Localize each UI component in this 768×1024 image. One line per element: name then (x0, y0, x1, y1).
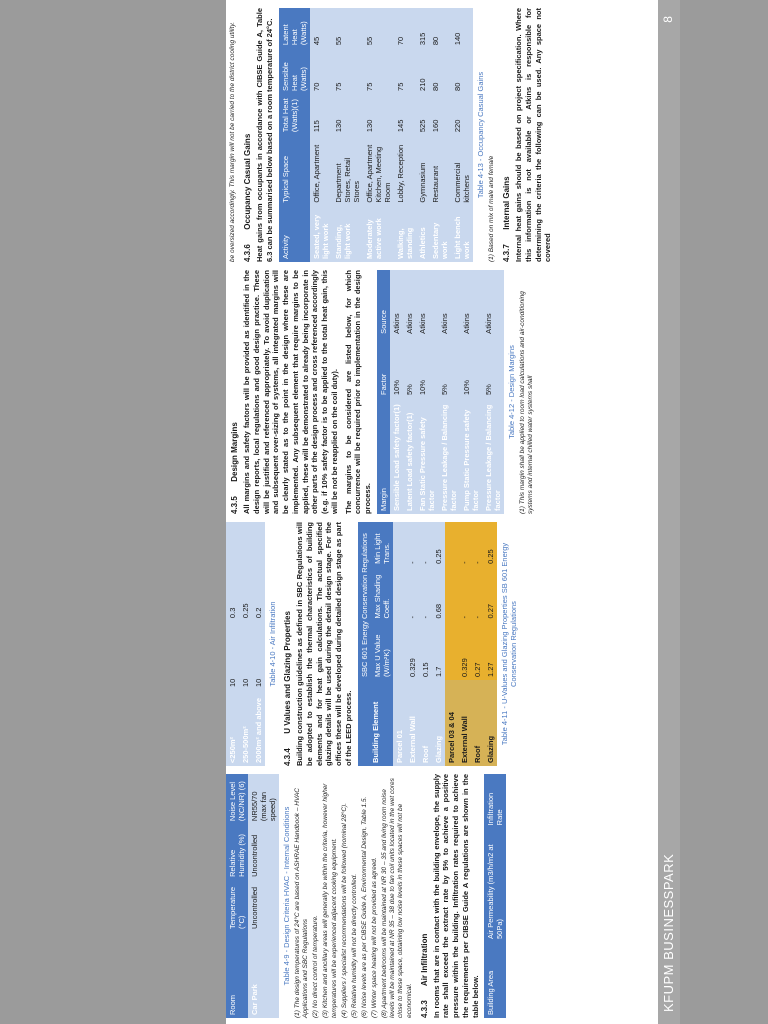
table-cell: 210 (416, 48, 429, 94)
table-cell: Sensible Load safety factor(1) (390, 398, 403, 514)
continued-note: be oversized accordingly. This margin will not be carried to the district cooling utility. (229, 21, 236, 262)
table-4-13 (279, 8, 473, 262)
table-cell: 75 (363, 48, 394, 94)
section-number: 4.3.7 (502, 244, 512, 262)
table-caption: Table 4-10 - Air Infiltration (268, 601, 277, 687)
table-cell: 145 (394, 94, 416, 135)
paragraph: The margins to be considered are listed below, for which concurrence will be required prior to implementation in the design process. (343, 270, 372, 514)
table-cell: Atkins (438, 270, 460, 337)
table-header-cell: Noise Level (NC/NR) (6) (226, 774, 248, 824)
table-cell: Sedentary work (429, 206, 451, 262)
table-cell: - (471, 567, 484, 622)
table-cell: 525 (416, 94, 429, 135)
table-cell: 2000m² and above (252, 690, 265, 766)
table-cell: 5% (482, 337, 504, 398)
table-header-cell: Room (226, 932, 248, 1018)
table-cell: Seated, very light work (310, 206, 332, 262)
table-4-11 (358, 522, 497, 766)
table-cell: Moderately active work (363, 206, 394, 262)
table-cell: 10 (239, 621, 252, 690)
table-caption: Table 4-11 - U-Values and Glazing Properties SB 601 Energy Conservation Regulations (499, 542, 518, 746)
table-note: (1) The design temperatures of 24°C are based on ASHRAE Handbook – HVAC Applications and SBC Regulations (294, 788, 310, 1018)
table-cell: Uncontrolled (248, 824, 279, 880)
column-3 (226, 270, 537, 514)
table-cell: 315 (416, 8, 429, 48)
table-cell: 0.25 (484, 522, 497, 567)
table-cell: 80 (451, 48, 473, 94)
table-cell: 220 (451, 94, 473, 135)
table-header-cell: Building Element (358, 680, 393, 766)
table-cell: Atkins (390, 270, 403, 337)
table-cell: Athletics (416, 206, 429, 262)
table-cell: - (458, 522, 471, 567)
table-cell: 45 (310, 8, 332, 48)
section-title: Occupancy Casual Gains (243, 133, 253, 230)
table-cell: 5% (438, 337, 460, 398)
table-4-12 (377, 270, 504, 514)
table-cell: 0.27 (471, 622, 484, 680)
table-cell: Gymnasium (416, 135, 429, 206)
table-cell: 10% (416, 337, 438, 398)
table-cell: 55 (363, 8, 394, 48)
section-number: 4.3.5 (230, 496, 239, 514)
table-cell: Pump Static Pressure safety factor (460, 398, 482, 514)
paragraph: All margins and safety factors will be provided as identified in the design reports, local regulations and good design practice. These will be justified and referenced appropriately. To avoid duplication and subsequent over-sizing of systems, all integrated margins will be clearly stated as to the point in the design where these are implemented. Any subsequent element that require margins to be applied, these will be demonstrated to already being incorporate in other parts of the design process and cross referenced accordingly (e.g. if 10% safety factor is to be applied to the total heat gain, this will be not be reapplied on the coil duty). (242, 270, 339, 514)
table-4-9 (226, 774, 279, 1018)
table-cell: Atkins (460, 270, 482, 337)
table-header-cell: Max U Value (W/m²K) (371, 622, 393, 680)
table-cell: 250-500m² (239, 690, 252, 766)
table-cell: Roof (419, 680, 432, 766)
table-cell: Lobby, Reception (394, 135, 416, 206)
table-cell: Office, Apartment Kitchen, Meeting Room (363, 135, 394, 206)
table-cell: Parcel 03 & 04 (445, 680, 458, 766)
table-cell: External Wall (406, 680, 419, 766)
table-cell: 80 (429, 8, 451, 48)
table-cell: Commercial kitchens (451, 135, 473, 206)
table-header-cell: Total Heat (Watts)(1) (279, 94, 310, 135)
table-cell: Roof (471, 680, 484, 766)
table-header-cell: Margin (377, 398, 390, 514)
table-cell: Car Park (248, 932, 279, 1018)
table-cell: - (471, 522, 484, 567)
table-cell: Walking, standing (394, 206, 416, 262)
table-header-cell: Source (377, 270, 390, 337)
table-note: (2) No direct control of temperature. (312, 915, 320, 1018)
section-number: 4.3.6 (243, 244, 253, 262)
table-cell: 0.25 (239, 522, 252, 621)
table-note: (1) Based on mix of male and female (487, 155, 495, 262)
section-heading (230, 270, 239, 514)
table-cell: Latent Load safety factor(1) (403, 398, 416, 514)
table-cell: 70 (394, 8, 416, 48)
table-header-cell: Relative Humidity (%) (226, 824, 248, 880)
table-cell: 10 (226, 621, 239, 690)
column-1 (226, 774, 506, 1018)
section-heading (420, 774, 429, 1018)
table-note: (7) Winter space heating will not be provided as agreed. (371, 857, 378, 1018)
table-cell: Pressure Leakage / Balancing factor (482, 398, 504, 514)
table-header-cell: Max Shading Coeff. (371, 567, 393, 622)
table-header-cell: Activity (279, 206, 310, 262)
table-cell: - (406, 567, 419, 622)
table-cell: - (419, 567, 432, 622)
table-header-cell: Typical Space (279, 135, 310, 206)
table-cell: - (406, 522, 419, 567)
table-cell: 130 (363, 94, 394, 135)
table-cell: Restaurant (429, 135, 451, 206)
page-number: 8 (661, 16, 675, 23)
table-cell: NR55/70 (max fan speed) (248, 774, 279, 824)
table-4-10-body (226, 522, 265, 766)
table-cell: Standing, light work (332, 206, 363, 262)
paragraph: Internal heat gains should be based on project specification. Where this information is not available or Atkins is responsible for determining the criteria the following can be used. Any space not covered (514, 8, 553, 262)
table-cell: External Wall (458, 680, 471, 766)
table-cell: Glazing (484, 680, 497, 766)
table-caption: Table 4-13 - Occupancy Casual Gains (475, 71, 485, 199)
table-cell: Atkins (403, 270, 416, 337)
table-cell: 0.3 (226, 522, 239, 621)
table-header-cell: Sensible Heat (Watts) (279, 48, 310, 94)
section-title: U Values and Glazing Properties (283, 611, 292, 734)
table-4-10 (484, 774, 506, 1018)
table-cell: <250m² (226, 690, 239, 766)
table-cell: 5% (403, 337, 416, 398)
table-note: (3) Kitchen and ancillary areas will generally be within the criteria, however higher temperatures will be experienced adjacent cooking equipment. (322, 783, 338, 1018)
section-title: Internal Gains (502, 176, 512, 230)
table-cell: Fan Static Pressure safety factor (416, 398, 438, 514)
table-cell: 75 (332, 48, 363, 94)
table-cell: Office, Apartment (310, 135, 332, 206)
section-title: Design Margins (230, 422, 239, 482)
section-heading (502, 8, 511, 262)
table-cell: 0.329 (458, 622, 471, 680)
table-cell: 75 (394, 48, 416, 94)
table-cell: 0.15 (419, 622, 432, 680)
section-heading (243, 8, 252, 262)
table-cell: Light bench work (451, 206, 473, 262)
table-header-cell: Building Area (484, 942, 506, 1018)
table-cell: 0.2 (252, 522, 265, 621)
table-cell: Uncontrolled (248, 880, 279, 932)
table-cell: Atkins (482, 270, 504, 337)
document-page (226, 0, 680, 1024)
footer-brand: KFUPM BUSINESSPARK (661, 853, 676, 1012)
table-cell: 10 (252, 621, 265, 690)
table-cell (445, 522, 458, 567)
section-title: Air Infiltration (419, 933, 429, 987)
table-note: (4) Suppliers / specialist recommendations will be followed (nominal 28°C). (340, 802, 348, 1018)
table-cell (445, 622, 458, 680)
table-cell: Department Stores, Retail Stores (332, 135, 363, 206)
section-number: 4.3.4 (283, 748, 292, 766)
table-note: (1) This margin shall be applied to room load calculations and air-conditioning systems and internal chilled water systems shall (518, 291, 534, 514)
table-cell: 140 (451, 8, 473, 48)
table-note: (5) Relative humidity will not be directly controlled. (350, 873, 358, 1018)
table-cell: 1.27 (484, 622, 497, 680)
table-cell (445, 567, 458, 622)
paragraph: In rooms that are in contact with the building envelope, the supply rate shall exceed the extract rate by 5% to achieve a positive pressure within the building. Infiltration rates required to achieve the requirements per CIBSE Guide A regulations are shown in the table below. (431, 774, 480, 1018)
paragraph: Heat gains from occupants in accordance with CIBSE Guide A, Table 6.3 can be summarised below based on a room temperature of 24°C. (255, 8, 275, 262)
table-cell: 160 (429, 94, 451, 135)
table-header-cell: Latent Heat (Watts) (279, 8, 310, 48)
table-cell: Parcel 01 (393, 680, 406, 766)
table-cell (393, 622, 406, 680)
table-header-cell: Air Permeability (m3/h/m2 at 50Pa) (484, 828, 506, 942)
table-cell: - (419, 522, 432, 567)
table-cell: 70 (310, 48, 332, 94)
table-note: (6) Noise levels are as per CIBSE Guide A, Environmental Design, Table 1.5. (360, 796, 368, 1018)
section-heading (283, 522, 292, 766)
table-cell: 130 (332, 94, 363, 135)
paragraph: Building construction guidelines as defined in SBC Regulations will be adopted to establish the thermal characteristics of building elements and for heat gain calculations. The actual specified glazing details will be used during the detail design stage. For the offices these will be developed during detailed design stage as part of the LEED process. (295, 522, 353, 766)
table-cell: 10% (460, 337, 482, 398)
table-cell: 0.27 (484, 567, 497, 622)
table-caption: Table 4-12 - Design Margins (506, 345, 516, 439)
table-cell: 0.329 (406, 622, 419, 680)
table-cell: - (458, 567, 471, 622)
table-cell: Atkins (416, 270, 438, 337)
table-cell: 1.7 (432, 622, 445, 680)
table-cell: 0.68 (432, 567, 445, 622)
section-number: 4.3.3 (419, 1000, 429, 1018)
table-header-cell: Min Light Trans. (371, 522, 393, 567)
table-cell: Glazing (432, 680, 445, 766)
table-caption: Table 4-9 - Design Criteria HVAC - Internal Conditions (282, 806, 291, 986)
column-2 (226, 522, 521, 766)
table-cell: 10% (390, 337, 403, 398)
table-header-cell: Temperature (°C) (226, 880, 248, 932)
table-header-cell: Infiltration Rate (484, 774, 506, 828)
table-cell (393, 567, 406, 622)
table-cell: 55 (332, 8, 363, 48)
page-footer (658, 0, 680, 1024)
table-cell: 115 (310, 94, 332, 135)
table-cell (393, 522, 406, 567)
table-cell: 0.25 (432, 522, 445, 567)
table-cell: 80 (429, 48, 451, 94)
table-group-header: SBC 601 Energy Conservation Regulations (358, 522, 371, 680)
column-4 (226, 8, 557, 262)
table-cell: Pressure Leakage / Balancing factor (438, 398, 460, 514)
table-note: (8) Apartment bedrooms will be maintained at NR 30 – 35 and living room noise levels will be maintained at NR 35 – 38 due to fan coil units located in the wet cores close to these space, obtaining low noise levels in these spaces will not be economical. (381, 778, 413, 1018)
table-header-cell: Factor (377, 337, 390, 398)
